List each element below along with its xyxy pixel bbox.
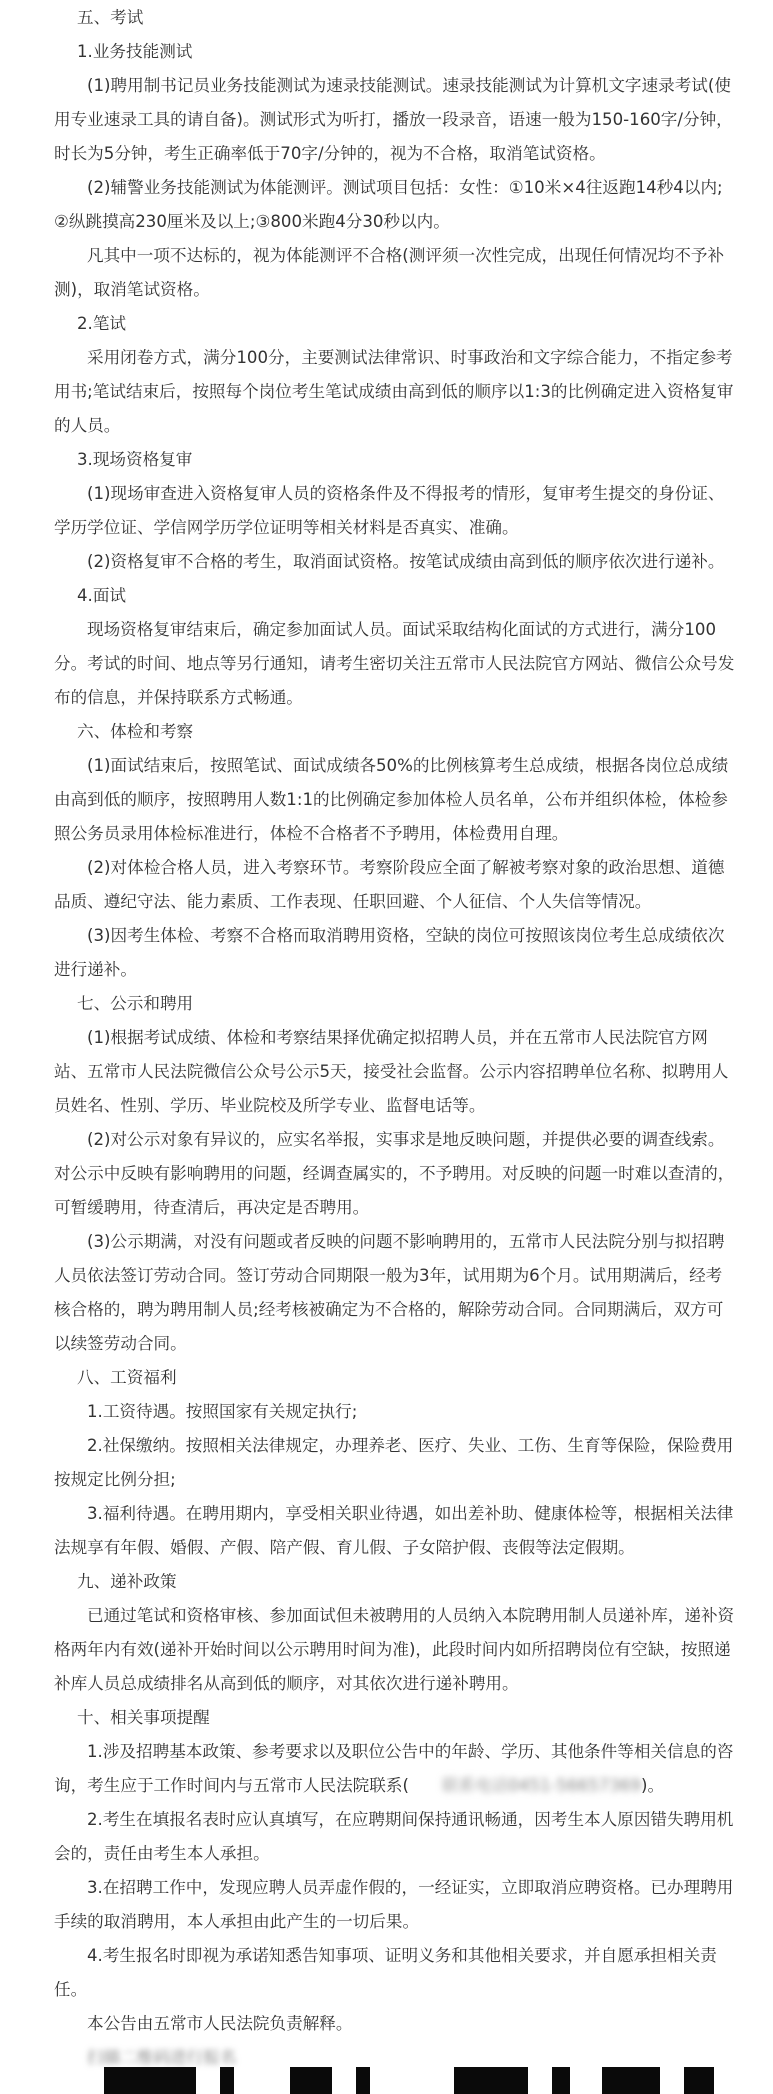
section-10-para-2: 2.考生在填报名表时应认真填写，在应聘期间保持通讯畅通，因考生本人原因错失聘用机会的，责任由考生本人承担。: [54, 1810, 734, 1863]
section-8-para-1: 1.工资待遇。按照国家有关规定执行;: [87, 1402, 358, 1421]
section-5-para-3: 凡其中一项不达标的，视为体能测评不合格(测评须一次性完成，出现任何情况均不予补测)，取消笔试资格。: [54, 246, 725, 299]
section-10-para-3: 3.在招聘工作中，发现应聘人员弄虚作假的，一经证实，立即取消应聘资格。已办理聘用手续的取消聘用，本人承担由此产生的一切后果。: [54, 1878, 734, 1931]
section-7-para-1: (1)根据考试成绩、体检和考察结果择优确定拟招聘人员，并在五常市人民法院官方网站、五常市人民法院微信公众号公示5天，接受社会监督。公示内容招聘单位名称、拟聘用人员姓名、性别、学历、毕业院校及所学专业、监督电话等。: [54, 1028, 729, 1115]
section-5-sub-4: 4.面试: [77, 586, 127, 605]
section-7-para-3: (3)公示期满，对没有问题或者反映的问题不影响聘用的，五常市人民法院分别与拟招聘人员依法签订劳动合同。签订劳动合同期限一般为3年，试用期为6个月。试用期满后，经考核合格的，聘为聘用制人员;经考核被确定为不合格的，解除劳动合同。合同期满后，双方可以续签劳动合同。: [54, 1232, 725, 1353]
section-6-title: 六、体检和考察: [77, 722, 194, 741]
section-5-para-4: 采用闭卷方式，满分100分，主要测试法律常识、时事政治和文字综合能力，不指定参考用书;笔试结束后，按照每个岗位考生笔试成绩由高到低的顺序以1:3的比例确定进入资格复审的人员。: [54, 348, 734, 435]
section-8-para-2: 2.社保缴纳。按照相关法律规定，办理养老、医疗、失业、工伤、生育等保险，保险费用按规定比例分担;: [54, 1436, 734, 1489]
qr-code-partial: [104, 2054, 714, 2094]
section-5-para-6: (2)资格复审不合格的考生，取消面试资格。按笔试成绩由高到低的顺序依次进行递补。: [87, 552, 725, 571]
qr-bar: [552, 2067, 570, 2094]
section-5-title: 五、考试: [77, 8, 144, 27]
contact-text-end: )。: [641, 1776, 665, 1795]
section-9-para-1: 已通过笔试和资格审核、参加面试但未被聘用的人员纳入本院聘用制人员递补库，递补资格两年内有效(递补开始时间以公示聘用时间为准)，此段时间内如所招聘岗位有空缺，按照递补库人员总成绩排名从高到低的顺序，对其依次进行递补聘用。: [54, 1606, 735, 1693]
section-6-para-2: (2)对体检合格人员，进入考察环节。考察阶段应全面了解被考察对象的政治思想、道德品质、遵纪守法、能力素质、工作表现、任职回避、个人征信、个人失信等情况。: [54, 858, 725, 911]
qr-bar: [290, 2067, 332, 2094]
section-10-para-1: [0, 1735, 773, 1803]
section-7-para-2: (2)对公示对象有异议的，应实名举报，实事求是地反映问题，并提供必要的调查线索。对公示中反映有影响聘用的问题，经调查属实的，不予聘用。对反映的问题一时难以查清的，可暂缓聘用，待查清后，再决定是否聘用。: [54, 1130, 735, 1217]
section-5-para-1: (1)聘用制书记员业务技能测试为速录技能测试。速录技能测试为计算机文字速录考试(使用专业速录工具的请自备)。测试形式为听打，播放一段录音，语速一般为150-160字/分钟，时长为5分钟，考生正确率低于70字/分钟的，视为不合格，取消笔试资格。: [54, 76, 733, 163]
contact-text: 1.涉及招聘基本政策、参考要求以及职位公告中的年龄、学历、其他条件等相关信息的咨询，考生应于工作时间内与五常市人民法院联系(: [54, 1742, 734, 1795]
section-10-title: 十、相关事项提醒: [77, 1708, 210, 1727]
section-8-title: 八、工资福利: [77, 1368, 177, 1387]
section-5-sub-3: 3.现场资格复审: [77, 450, 193, 469]
masked-phone: 联系电话0451-56657369: [441, 1776, 642, 1795]
qr-bar: [454, 2067, 528, 2094]
section-9-title: 九、递补政策: [77, 1572, 177, 1591]
section-5-para-7: 现场资格复审结束后，确定参加面试人员。面试采取结构化面试的方式进行，满分100分。考试的时间、地点等另行通知，请考生密切关注五常市人民法院官方网站、微信公众号发布的信息，并保持联系方式畅通。: [54, 620, 735, 707]
section-10-para-6: 扫描二维码进行报名: [87, 2048, 237, 2067]
section-5-para-5: (1)现场审查进入资格复审人员的资格条件及不得报考的情形，复审考生提交的身份证、学历学位证、学信网学历学位证明等相关材料是否真实、准确。: [54, 484, 725, 537]
section-8-para-3: 3.福利待遇。在聘用期内，享受相关职业待遇，如出差补助、健康体检等，根据相关法律法规享有年假、婚假、产假、陪产假、育儿假、子女陪护假、丧假等法定假期。: [54, 1504, 734, 1557]
section-10-para-4: 4.考生报名时即视为承诺知悉告知事项、证明义务和其他相关要求，并自愿承担相关责任。: [54, 1946, 717, 1999]
section-5-para-2: (2)辅警业务技能测试为体能测评。测试项目包括：女性：①10米×4往返跑14秒4以内;②纵跳摸高230厘米及以上;③800米跑4分30秒以内。: [54, 178, 723, 231]
section-6-para-1: (1)面试结束后，按照笔试、面试成绩各50%的比例核算考生总成绩，根据各岗位总成绩由高到低的顺序，按照聘用人数1:1的比例确定参加体检人员名单，公布并组织体检，体检参照公务员录用体检标准进行，体检不合格者不予聘用，体检费用自理。: [54, 756, 729, 843]
qr-bar: [602, 2067, 660, 2094]
qr-bar: [684, 2067, 714, 2094]
qr-bar: [220, 2067, 234, 2094]
section-10-para-5: 本公告由五常市人民法院负责解释。: [87, 2014, 353, 2033]
qr-bar: [104, 2067, 196, 2094]
qr-bar: [356, 2067, 370, 2094]
section-7-title: 七、公示和聘用: [77, 994, 194, 1013]
section-6-para-3: (3)因考生体检、考察不合格而取消聘用资格，空缺的岗位可按照该岗位考生总成绩依次进行递补。: [54, 926, 725, 979]
section-5-sub-2: 2.笔试: [77, 314, 127, 333]
section-5-sub-1: 1.业务技能测试: [77, 42, 193, 61]
